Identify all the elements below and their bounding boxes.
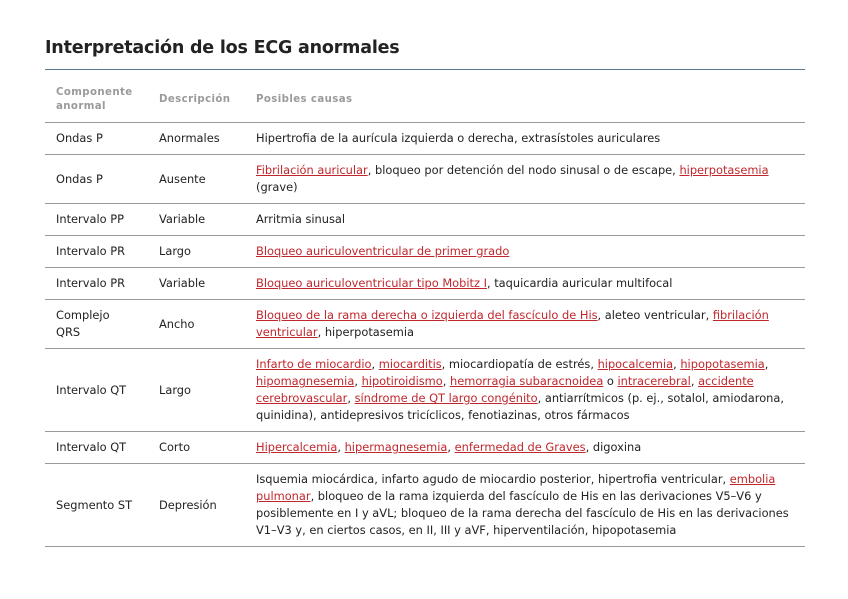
cause-text: (grave): [256, 180, 298, 194]
cause-text: ,: [673, 357, 681, 372]
cause-link[interactable]: Bloqueo auriculoventricular de primer grado: [256, 244, 510, 259]
cell-component: Ondas P: [45, 123, 148, 155]
cell-causes: [245, 236, 805, 268]
cause-link[interactable]: intracerebral: [617, 374, 691, 389]
cause-text: ,: [347, 391, 355, 405]
table-row: [45, 432, 805, 464]
cell-description: Largo: [148, 349, 245, 432]
cell-description: Ancho: [148, 300, 245, 349]
cause-text: ,: [442, 374, 450, 389]
cause-text: ,: [764, 357, 769, 372]
table-row: [45, 349, 805, 432]
table-row: [45, 204, 805, 236]
cell-causes: [245, 464, 805, 547]
cell-description: Variable: [148, 204, 245, 236]
cause-text: , antiarrítmicos (p. ej., sotalol, amiodarona, quinidina), antidepresivos tricíclicos, fenotiazinas, otros fármacos: [256, 391, 784, 422]
table-row: [45, 236, 805, 268]
cause-link[interactable]: hiperpotasemia: [679, 163, 769, 178]
cause-text: , bloqueo de la rama izquierda del fascículo de His en las derivaciones V5–V6 y posiblemente en I y aVL; bloqueo de la rama derecha del fascículo de His en las derivaciones V1–V3 y, en ciertos casos, en II, III y aVF, hiperventilación, hipopotasemia: [256, 489, 789, 537]
cause-text: , taquicardia auricular multifocal: [486, 276, 673, 291]
cause-link[interactable]: accidente cerebrovascular: [256, 374, 754, 405]
cause-link[interactable]: enfermedad de Graves: [454, 440, 586, 455]
table-header-row: [45, 78, 805, 123]
table-row: [45, 155, 805, 204]
cause-link[interactable]: Bloqueo de la rama derecha o izquierda del fascículo de His: [256, 308, 598, 323]
header-description: Descripción: [148, 78, 245, 123]
cause-text: Isquemia miocárdica, infarto agudo de miocardio posterior, hipertrofia ventricular,: [256, 472, 730, 487]
cell-causes: [245, 300, 805, 349]
cause-text: ,: [690, 374, 699, 389]
cell-component: Complejo QRS: [45, 300, 148, 349]
cause-link[interactable]: hipopotasemia: [680, 357, 765, 372]
table-row: [45, 268, 805, 300]
cause-text: , bloqueo por detención del nodo sinusal o de escape,: [367, 163, 680, 178]
table-body: [45, 123, 805, 547]
cell-component: Ondas P: [45, 155, 148, 204]
cause-link[interactable]: Fibrilación auricular: [256, 163, 368, 178]
cell-description: Largo: [148, 236, 245, 268]
cell-component: Intervalo PR: [45, 268, 148, 300]
cause-text: ,: [337, 440, 345, 455]
header-causes: Posibles causas: [245, 78, 805, 123]
cell-component: Intervalo QT: [45, 432, 148, 464]
cause-link[interactable]: hipomagnesemia: [256, 374, 355, 389]
cause-text: , digoxina: [585, 440, 642, 455]
cell-causes: [245, 349, 805, 432]
cause-link[interactable]: fibrilación ventricular: [256, 308, 769, 339]
cause-link[interactable]: embolia pulmonar: [256, 472, 776, 504]
cause-link[interactable]: hipocalcemia: [597, 357, 674, 372]
cell-causes: [245, 432, 805, 464]
table-row: [45, 464, 805, 547]
cause-text: o: [603, 374, 618, 389]
header-component: Componente anormal: [45, 78, 148, 123]
cause-text: ,: [354, 374, 362, 389]
cause-link[interactable]: Bloqueo auriculoventricular tipo Mobitz I: [256, 276, 487, 291]
cause-text: Arritmia sinusal: [256, 212, 346, 227]
page-title: Interpretación de los ECG anormales: [45, 38, 400, 58]
table-row: [45, 300, 805, 349]
cause-link[interactable]: Hipercalcemia: [256, 440, 338, 455]
cause-link[interactable]: hipermagnesemia: [344, 440, 448, 455]
cell-description: Depresión: [148, 464, 245, 547]
cause-text: , miocardiopatía de estrés,: [441, 357, 598, 372]
cell-component: Intervalo PP: [45, 204, 148, 236]
cell-causes: [245, 204, 805, 236]
ecg-table: [45, 78, 805, 547]
cause-link[interactable]: hipotiroidismo: [361, 374, 443, 389]
title-divider: [45, 69, 805, 70]
cause-link[interactable]: miocarditis: [378, 357, 442, 372]
cell-component: Segmento ST: [45, 464, 148, 547]
cell-description: Ausente: [148, 155, 245, 204]
cell-causes: [245, 123, 805, 155]
cause-link[interactable]: hemorragia subaracnoidea: [450, 374, 604, 389]
cell-description: Anormales: [148, 123, 245, 155]
cell-causes: [245, 155, 805, 204]
cause-text: , aleteo ventricular,: [597, 308, 713, 323]
cause-text: , hiperpotasemia: [317, 325, 414, 339]
cell-component: Intervalo PR: [45, 236, 148, 268]
cell-description: Corto: [148, 432, 245, 464]
cell-causes: [245, 268, 805, 300]
cell-component: Intervalo QT: [45, 349, 148, 432]
cell-description: Variable: [148, 268, 245, 300]
cause-text: ,: [371, 357, 379, 372]
cause-link[interactable]: síndrome de QT largo congénito: [354, 391, 538, 405]
cause-text: Hipertrofia de la aurícula izquierda o derecha, extrasístoles auriculares: [256, 131, 661, 146]
cause-text: ,: [447, 440, 455, 455]
cause-link[interactable]: Infarto de miocardio: [256, 357, 372, 372]
table-row: [45, 123, 805, 155]
